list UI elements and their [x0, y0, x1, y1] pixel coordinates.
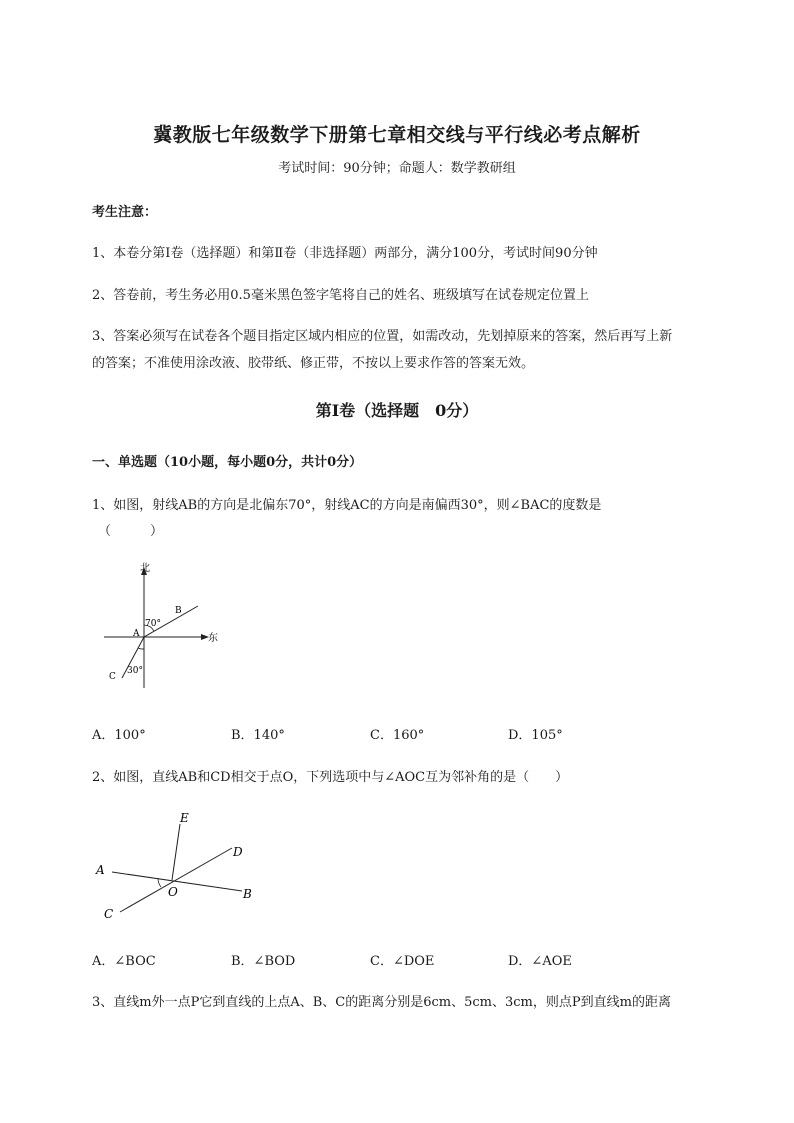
label-b: B — [175, 606, 182, 616]
q1-answer-blank: （ ） — [98, 524, 164, 539]
q2-figure — [92, 806, 272, 921]
ray-oe — [172, 824, 180, 880]
q2-option-d[interactable]: D．∠AOE — [508, 954, 572, 969]
q2-stem: 2、如图，直线AB和CD相交于点O，下列选项中与∠AOC互为邻补角的是（ ） — [92, 770, 569, 785]
notice-item-1: 1、本卷分第I卷（选择题）和第Ⅱ卷（非选择题）两部分，满分100分，考试时间90分钟 — [92, 246, 598, 261]
q1-figure — [100, 562, 230, 692]
angle-arc-30 — [138, 648, 144, 649]
notice-item-2: 2、答卷前，考生务必用0.5毫米黑色签字笔将自己的姓名、班级填写在试卷规定位置上 — [92, 288, 589, 303]
q2-option-c[interactable]: C．∠DOE — [370, 954, 435, 969]
label-b: B — [243, 887, 252, 901]
label-c: C — [109, 672, 116, 682]
q1-option-b[interactable]: B．140° — [231, 728, 285, 743]
label-a: A — [96, 863, 105, 877]
notice-item-3: 3、答案必须写在试卷各个题目指定区域内相应的位置，如需改动，先划掉原来的答案，然后再写上新 — [92, 329, 673, 344]
line-cd — [120, 848, 232, 912]
label-north: 北 — [140, 563, 150, 574]
label-o: O — [168, 885, 178, 899]
exam-subtitle: 考试时间：90分钟；命题人：数学教研组 — [278, 161, 516, 176]
label-e: E — [180, 811, 189, 825]
q3-stem: 3、直线m外一点P它到直线的上点A、B、C的距离分别是6cm、5cm、3cm，则点P到直线m的距离 — [92, 995, 671, 1010]
q1-option-a[interactable]: A．100° — [92, 728, 146, 743]
q2-option-b[interactable]: B．∠BOD — [231, 954, 296, 969]
notice-item-3-cont: 的答案；不准使用涂改液、胶带纸、修正带，不按以上要求作答的答案无效。 — [92, 356, 535, 371]
label-d: D — [233, 845, 243, 859]
part-heading: 一、单选题（10小题，每小题0分，共计0分） — [92, 455, 363, 470]
label-angle-70: 70° — [145, 619, 161, 629]
page-title: 冀教版七年级数学下册第七章相交线与平行线必考点解析 — [153, 124, 641, 146]
q1-stem: 1、如图，射线AB的方向是北偏东70°，射线AC的方向是南偏西30°，则∠BAC的度数是 — [92, 498, 602, 513]
label-c: C — [104, 907, 114, 921]
q2-option-a[interactable]: A．∠BOC — [92, 954, 156, 969]
section-title: 第I卷（选择题 0分） — [315, 401, 479, 420]
q1-option-c[interactable]: C．160° — [370, 728, 425, 743]
label-a: A — [133, 629, 140, 639]
label-east: 东 — [208, 633, 218, 644]
notice-heading: 考生注意： — [92, 205, 158, 220]
label-angle-30: 30° — [127, 666, 143, 676]
q1-option-d[interactable]: D．105° — [508, 728, 563, 743]
